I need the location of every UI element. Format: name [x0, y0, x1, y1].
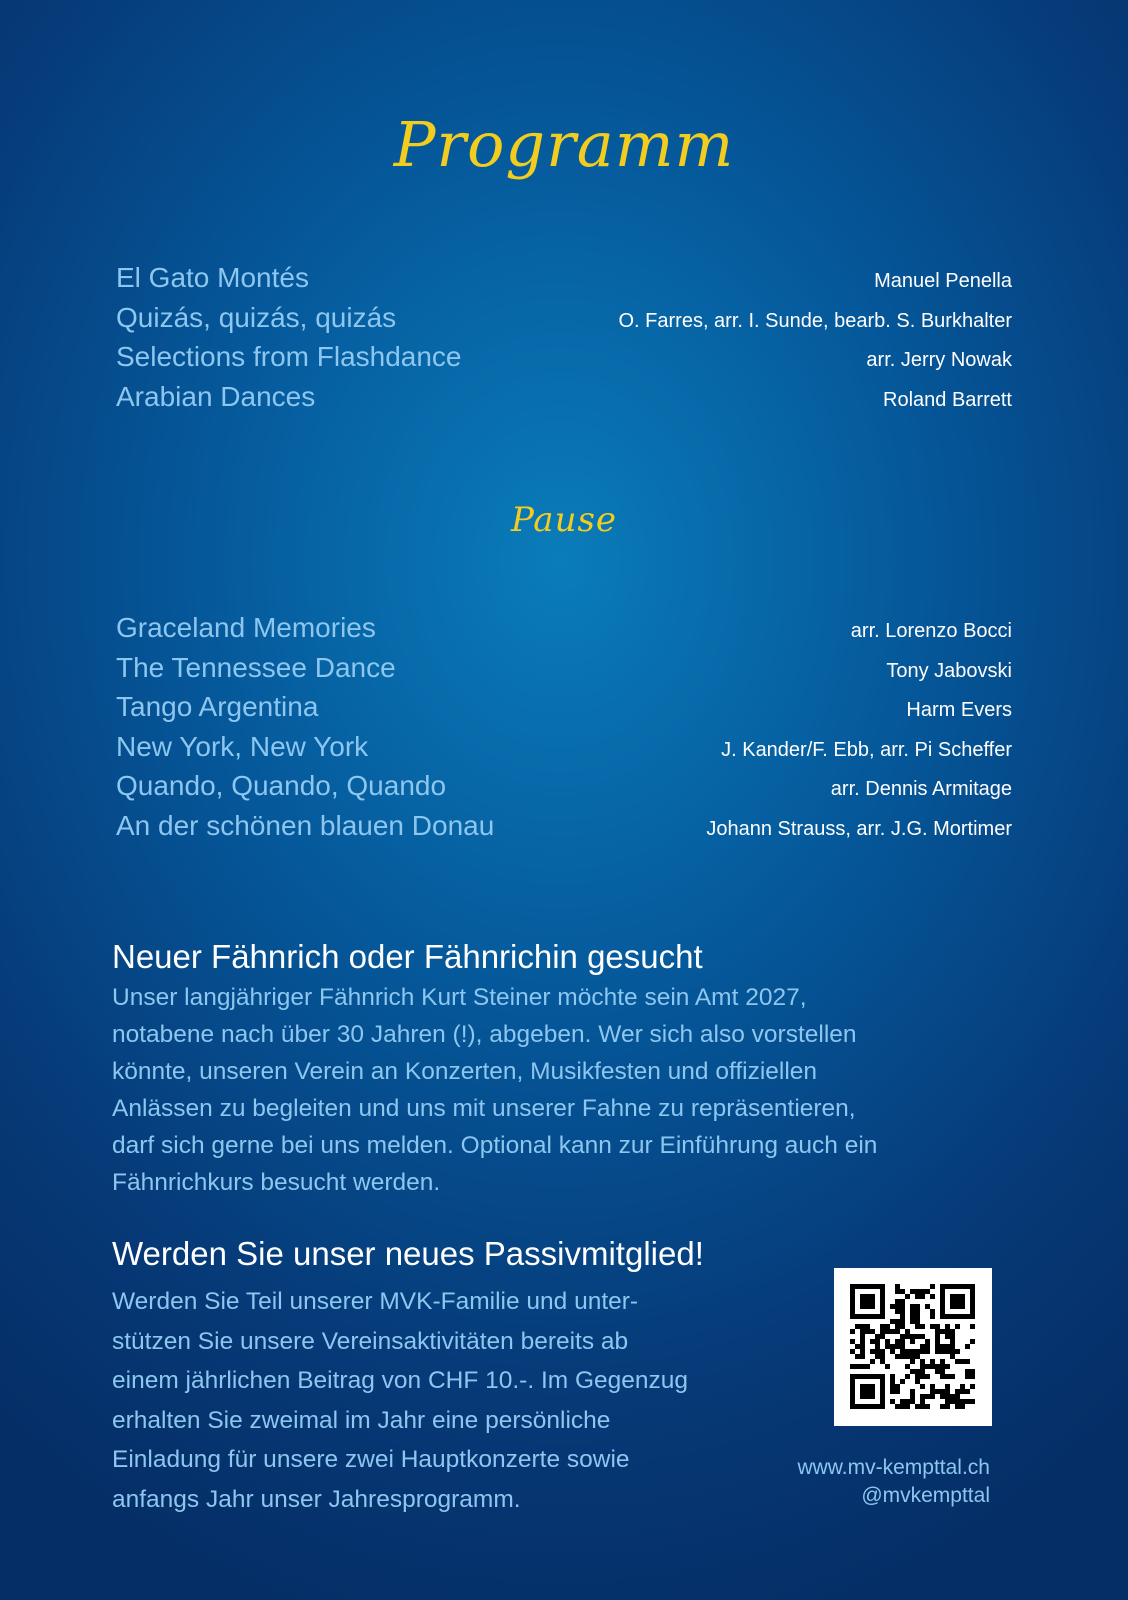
- flag-bearer-text: [112, 979, 1012, 1201]
- program-item: [116, 691, 1012, 731]
- piece-composer: Roland Barrett: [883, 388, 1012, 411]
- program-part-1: [116, 262, 1012, 420]
- piece-title: Graceland Memories: [116, 612, 376, 643]
- text-line: darf sich gerne bei uns melden. Optional kann zur Einführung auch ein: [112, 1132, 878, 1159]
- program-item: [116, 810, 1012, 850]
- piece-composer: arr. Lorenzo Bocci: [850, 620, 1012, 642]
- program-item: [116, 381, 1012, 421]
- text-line: anfangs Jahr unser Jahresprogramm.: [112, 1485, 521, 1513]
- text-line: Fähnrichkurs besucht werden.: [112, 1169, 441, 1196]
- piece-title: Arabian Dances: [116, 380, 316, 412]
- piece-title: Tango Argentina: [116, 691, 319, 722]
- piece-composer: Johann Strauss, arr. J.G. Mortimer: [706, 817, 1012, 840]
- program-item: [116, 262, 1012, 302]
- page-title: Programm: [393, 108, 735, 181]
- piece-composer: J. Kander/F. Ebb, arr. Pi Scheffer: [721, 738, 1012, 761]
- website-link[interactable]: www.mv-kempttal.ch: [797, 1456, 990, 1479]
- text-line: stützen Sie unsere Vereinsaktivitäten bereits ab: [112, 1327, 629, 1355]
- flag-bearer-section: [112, 937, 1012, 1201]
- text-line: könnte, unseren Verein an Konzerten, Musikfesten und offiziellen: [112, 1058, 818, 1085]
- text-line: notabene nach über 30 Jahren (!), abgeben. Wer sich also vorstellen: [112, 1021, 857, 1048]
- piece-composer: O. Farres, arr. I. Sunde, bearb. S. Burkhalter: [618, 309, 1012, 332]
- program-item: [116, 302, 1012, 342]
- program-item: [116, 731, 1012, 771]
- social-handle[interactable]: @mvkempttal: [861, 1484, 990, 1507]
- piece-title: Quizás, quizás, quizás: [116, 301, 397, 333]
- program-item: [116, 612, 1012, 652]
- piece-composer: Manuel Penella: [874, 270, 1012, 292]
- flag-bearer-heading: Neuer Fähnrich oder Fähnrichin gesucht: [112, 938, 703, 975]
- piece-title: Quando, Quando, Quando: [116, 770, 447, 801]
- text-line: Einladung für unsere zwei Hauptkonzerte sowie: [112, 1446, 630, 1473]
- piece-title: El Gato Montés: [116, 262, 309, 293]
- piece-title: New York, New York: [116, 730, 369, 762]
- text-line: Werden Sie Teil unserer MVK-Familie und unter-: [112, 1288, 639, 1315]
- program-item: [116, 770, 1012, 810]
- text-line: Unser langjähriger Fähnrich Kurt Steiner möchte sein Amt 2027,: [112, 984, 807, 1011]
- piece-composer: Harm Evers: [906, 699, 1012, 721]
- passive-member-heading: Werden Sie unser neues Passivmitglied!: [112, 1235, 704, 1272]
- qr-code-icon[interactable]: [834, 1268, 992, 1426]
- piece-composer: arr. Dennis Armitage: [830, 778, 1012, 800]
- piece-title: Selections from Flashdance: [116, 341, 462, 372]
- text-line: Anlässen zu begleiten und uns mit unserer Fahne zu repräsentieren,: [112, 1095, 856, 1122]
- piece-title: An der schönen blauen Donau: [116, 809, 495, 841]
- contact-links: [797, 1454, 990, 1510]
- text-line: erhalten Sie zweimal im Jahr eine persönliche: [112, 1406, 611, 1434]
- passive-member-text: [112, 1282, 772, 1519]
- piece-title: The Tennessee Dance: [116, 651, 396, 683]
- pause-heading: Pause: [510, 500, 618, 540]
- program-item: [116, 341, 1012, 381]
- program-part-2: [116, 612, 1012, 849]
- program-item: [116, 652, 1012, 692]
- piece-composer: Tony Jabovski: [886, 659, 1012, 682]
- passive-member-section: [112, 1234, 772, 1519]
- piece-composer: arr. Jerry Nowak: [866, 349, 1012, 371]
- text-line: einem jährlichen Beitrag von CHF 10.-. Im Gegenzug: [112, 1367, 689, 1394]
